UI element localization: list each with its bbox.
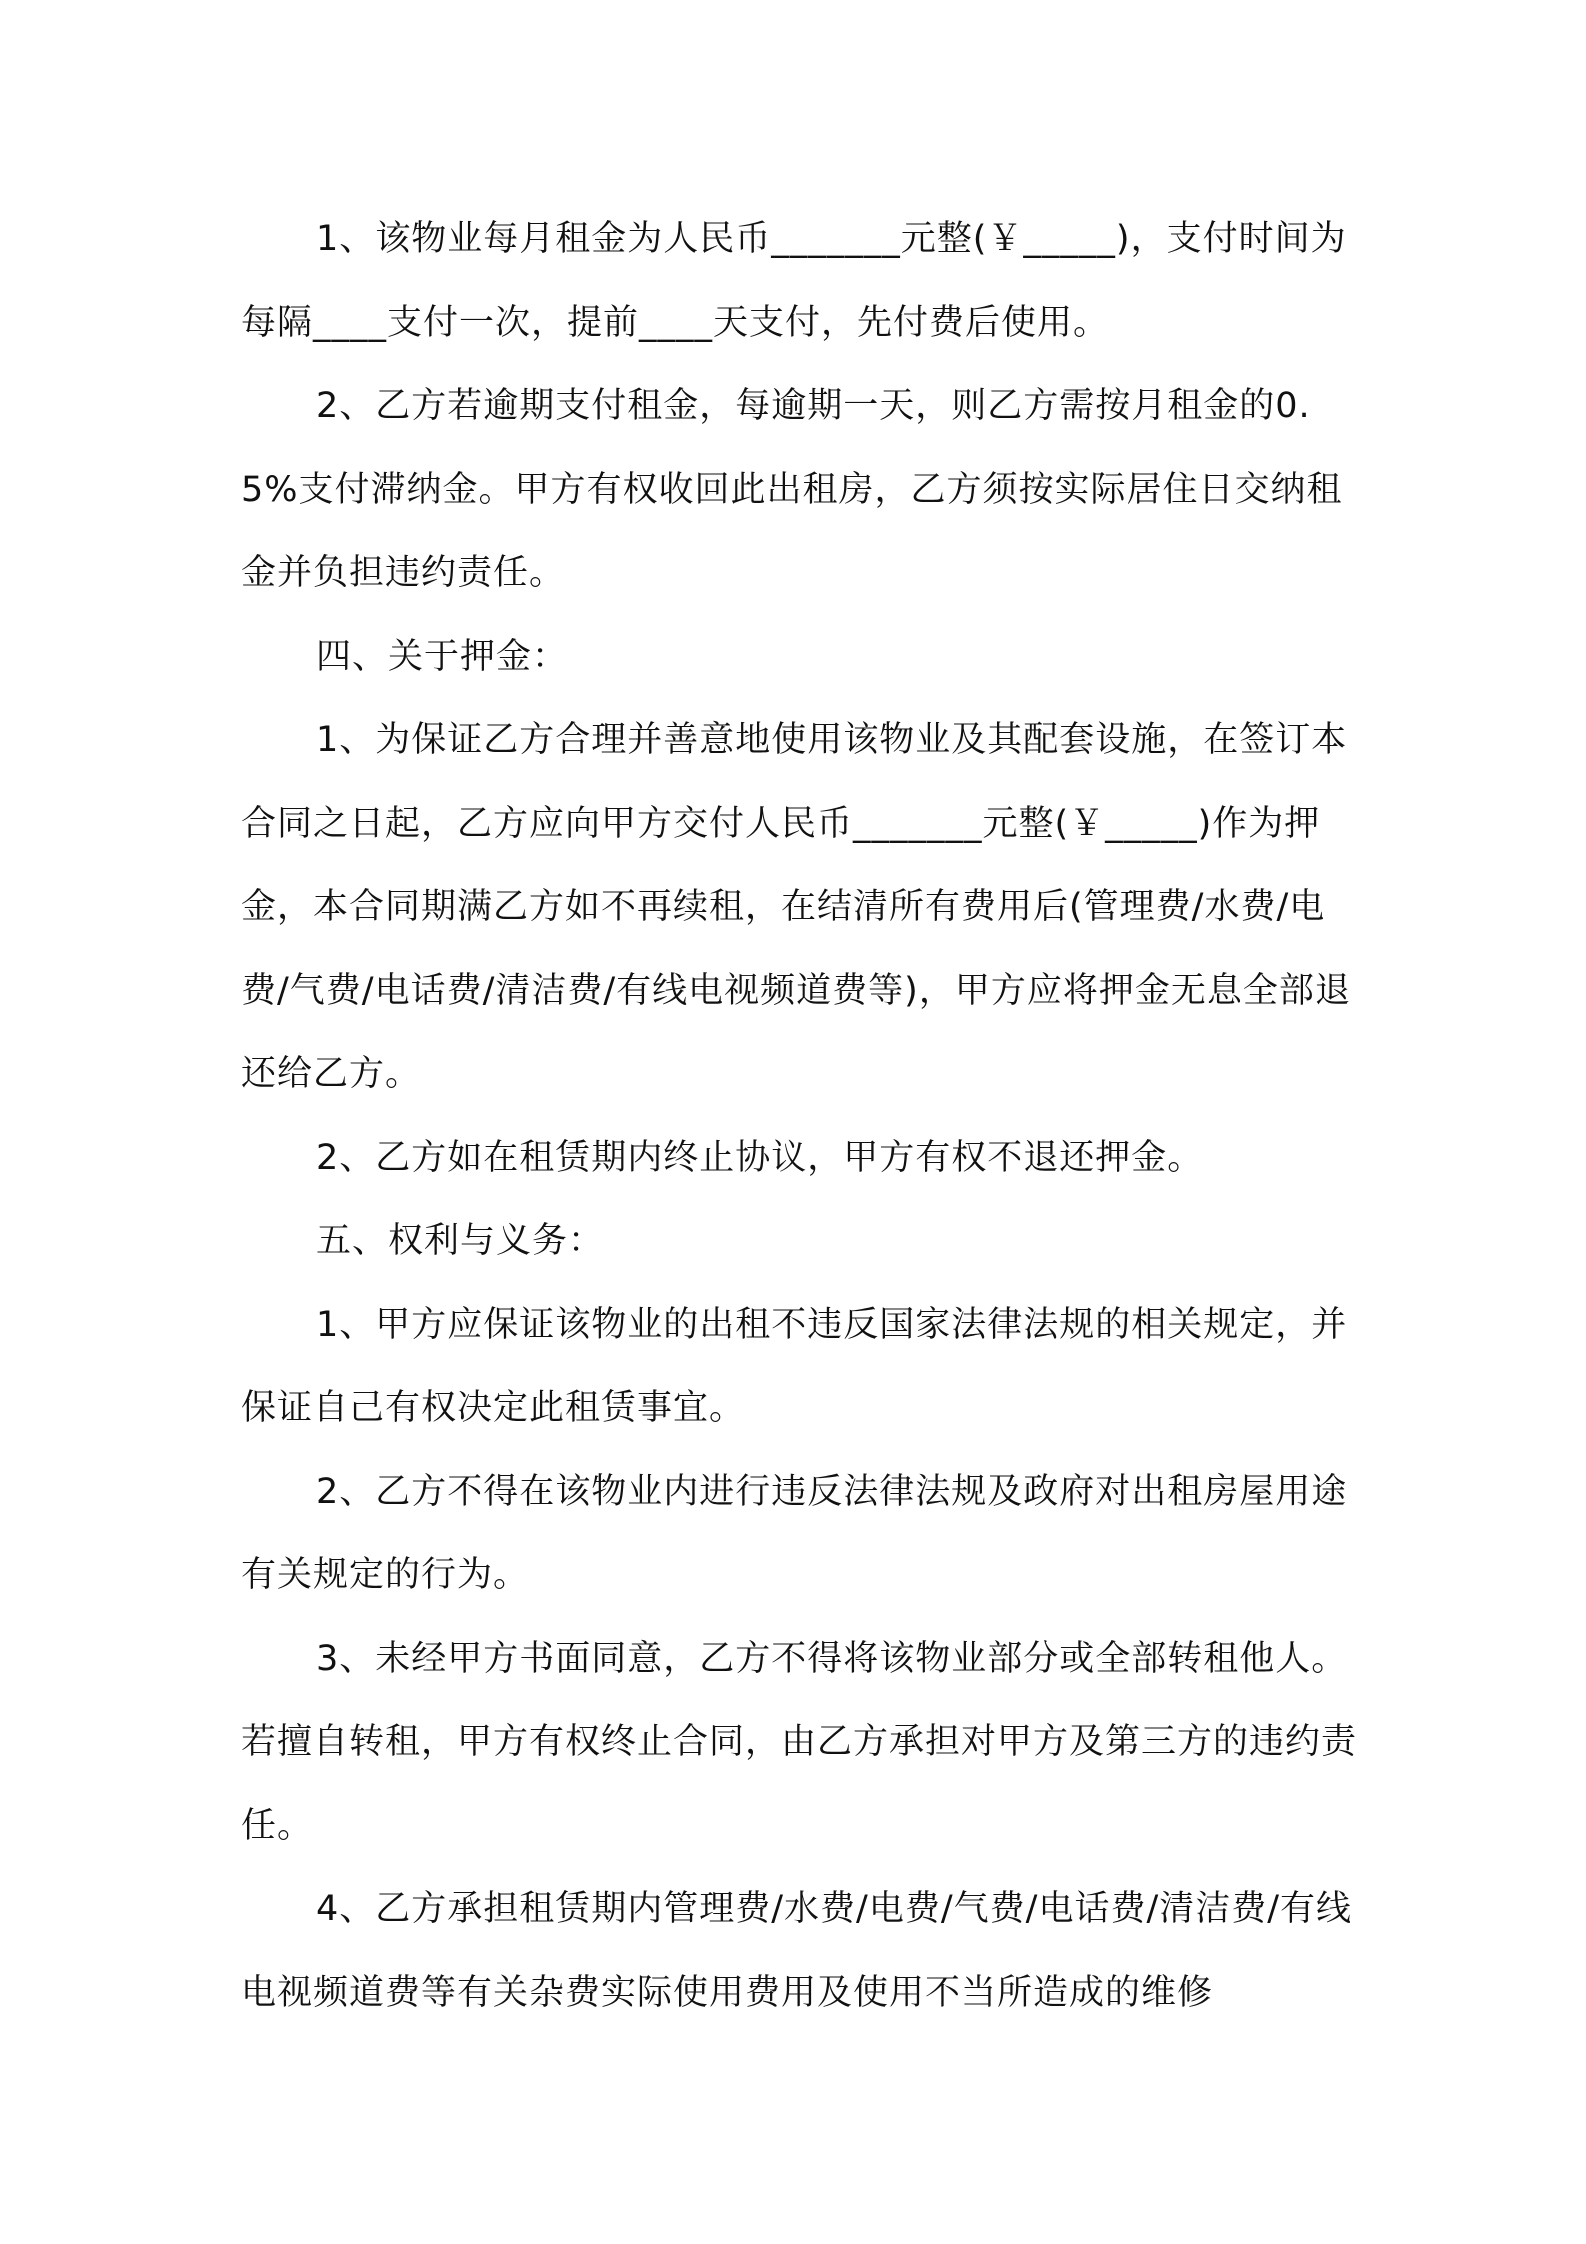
clause-lessee-prohibition: 2、乙方不得在该物业内进行违反法律法规及政府对出租房屋用途有关规定的行为。 bbox=[241, 1471, 1348, 1595]
section-heading-rights-duties: 五、权利与义务： bbox=[316, 1221, 605, 1261]
clause-lessee-fees: 4、乙方承担租赁期内管理费/水费/电费/气费/电话费/清洁费/有线电视频道费等有关杂费实际使用费用及使用不当所造成的维修 bbox=[241, 1889, 1353, 2013]
clause-deposit-forfeit: 2、乙方如在租赁期内终止协议，甲方有权不退还押金。 bbox=[316, 1137, 1204, 1178]
document-body bbox=[241, 198, 1361, 2035]
clause-late-payment: 2、乙方若逾期支付租金，每逾期一天，则乙方需按月租金的0.5%支付滞纳金。甲方有权收回此出租房，乙方须按实际居住日交纳租金并负担违约责任。 bbox=[241, 386, 1343, 593]
clause-sublease: 3、未经甲方书面同意，乙方不得将该物业部分或全部转租他人。若擅自转租，甲方有权终止合同，由乙方承担对甲方及第三方的违约责任。 bbox=[241, 1638, 1358, 1846]
clause-rent-amount: 1、该物业每月租金为人民币_______元整(￥_____)，支付时间为每隔____支付一次，提前____天支付，先付费后使用。 bbox=[241, 219, 1347, 343]
section-heading-deposit: 四、关于押金： bbox=[316, 636, 569, 677]
clause-lessor-guarantee: 1、甲方应保证该物业的出租不违反国家法律法规的相关规定，并保证自己有权决定此租赁事宜。 bbox=[241, 1304, 1348, 1428]
clause-deposit-payment: 1、为保证乙方合理并善意地使用该物业及其配套设施，在签订本合同之日起，乙方应向甲方交付人民币_______元整(￥_____)作为押金，本合同期满乙方如不再续租，在结清所有费用后(管理费/水费/电费/气费/电话费/清洁费/有线电视频道费等)，甲方应将押金无息全部退还给乙方。 bbox=[241, 720, 1351, 1094]
